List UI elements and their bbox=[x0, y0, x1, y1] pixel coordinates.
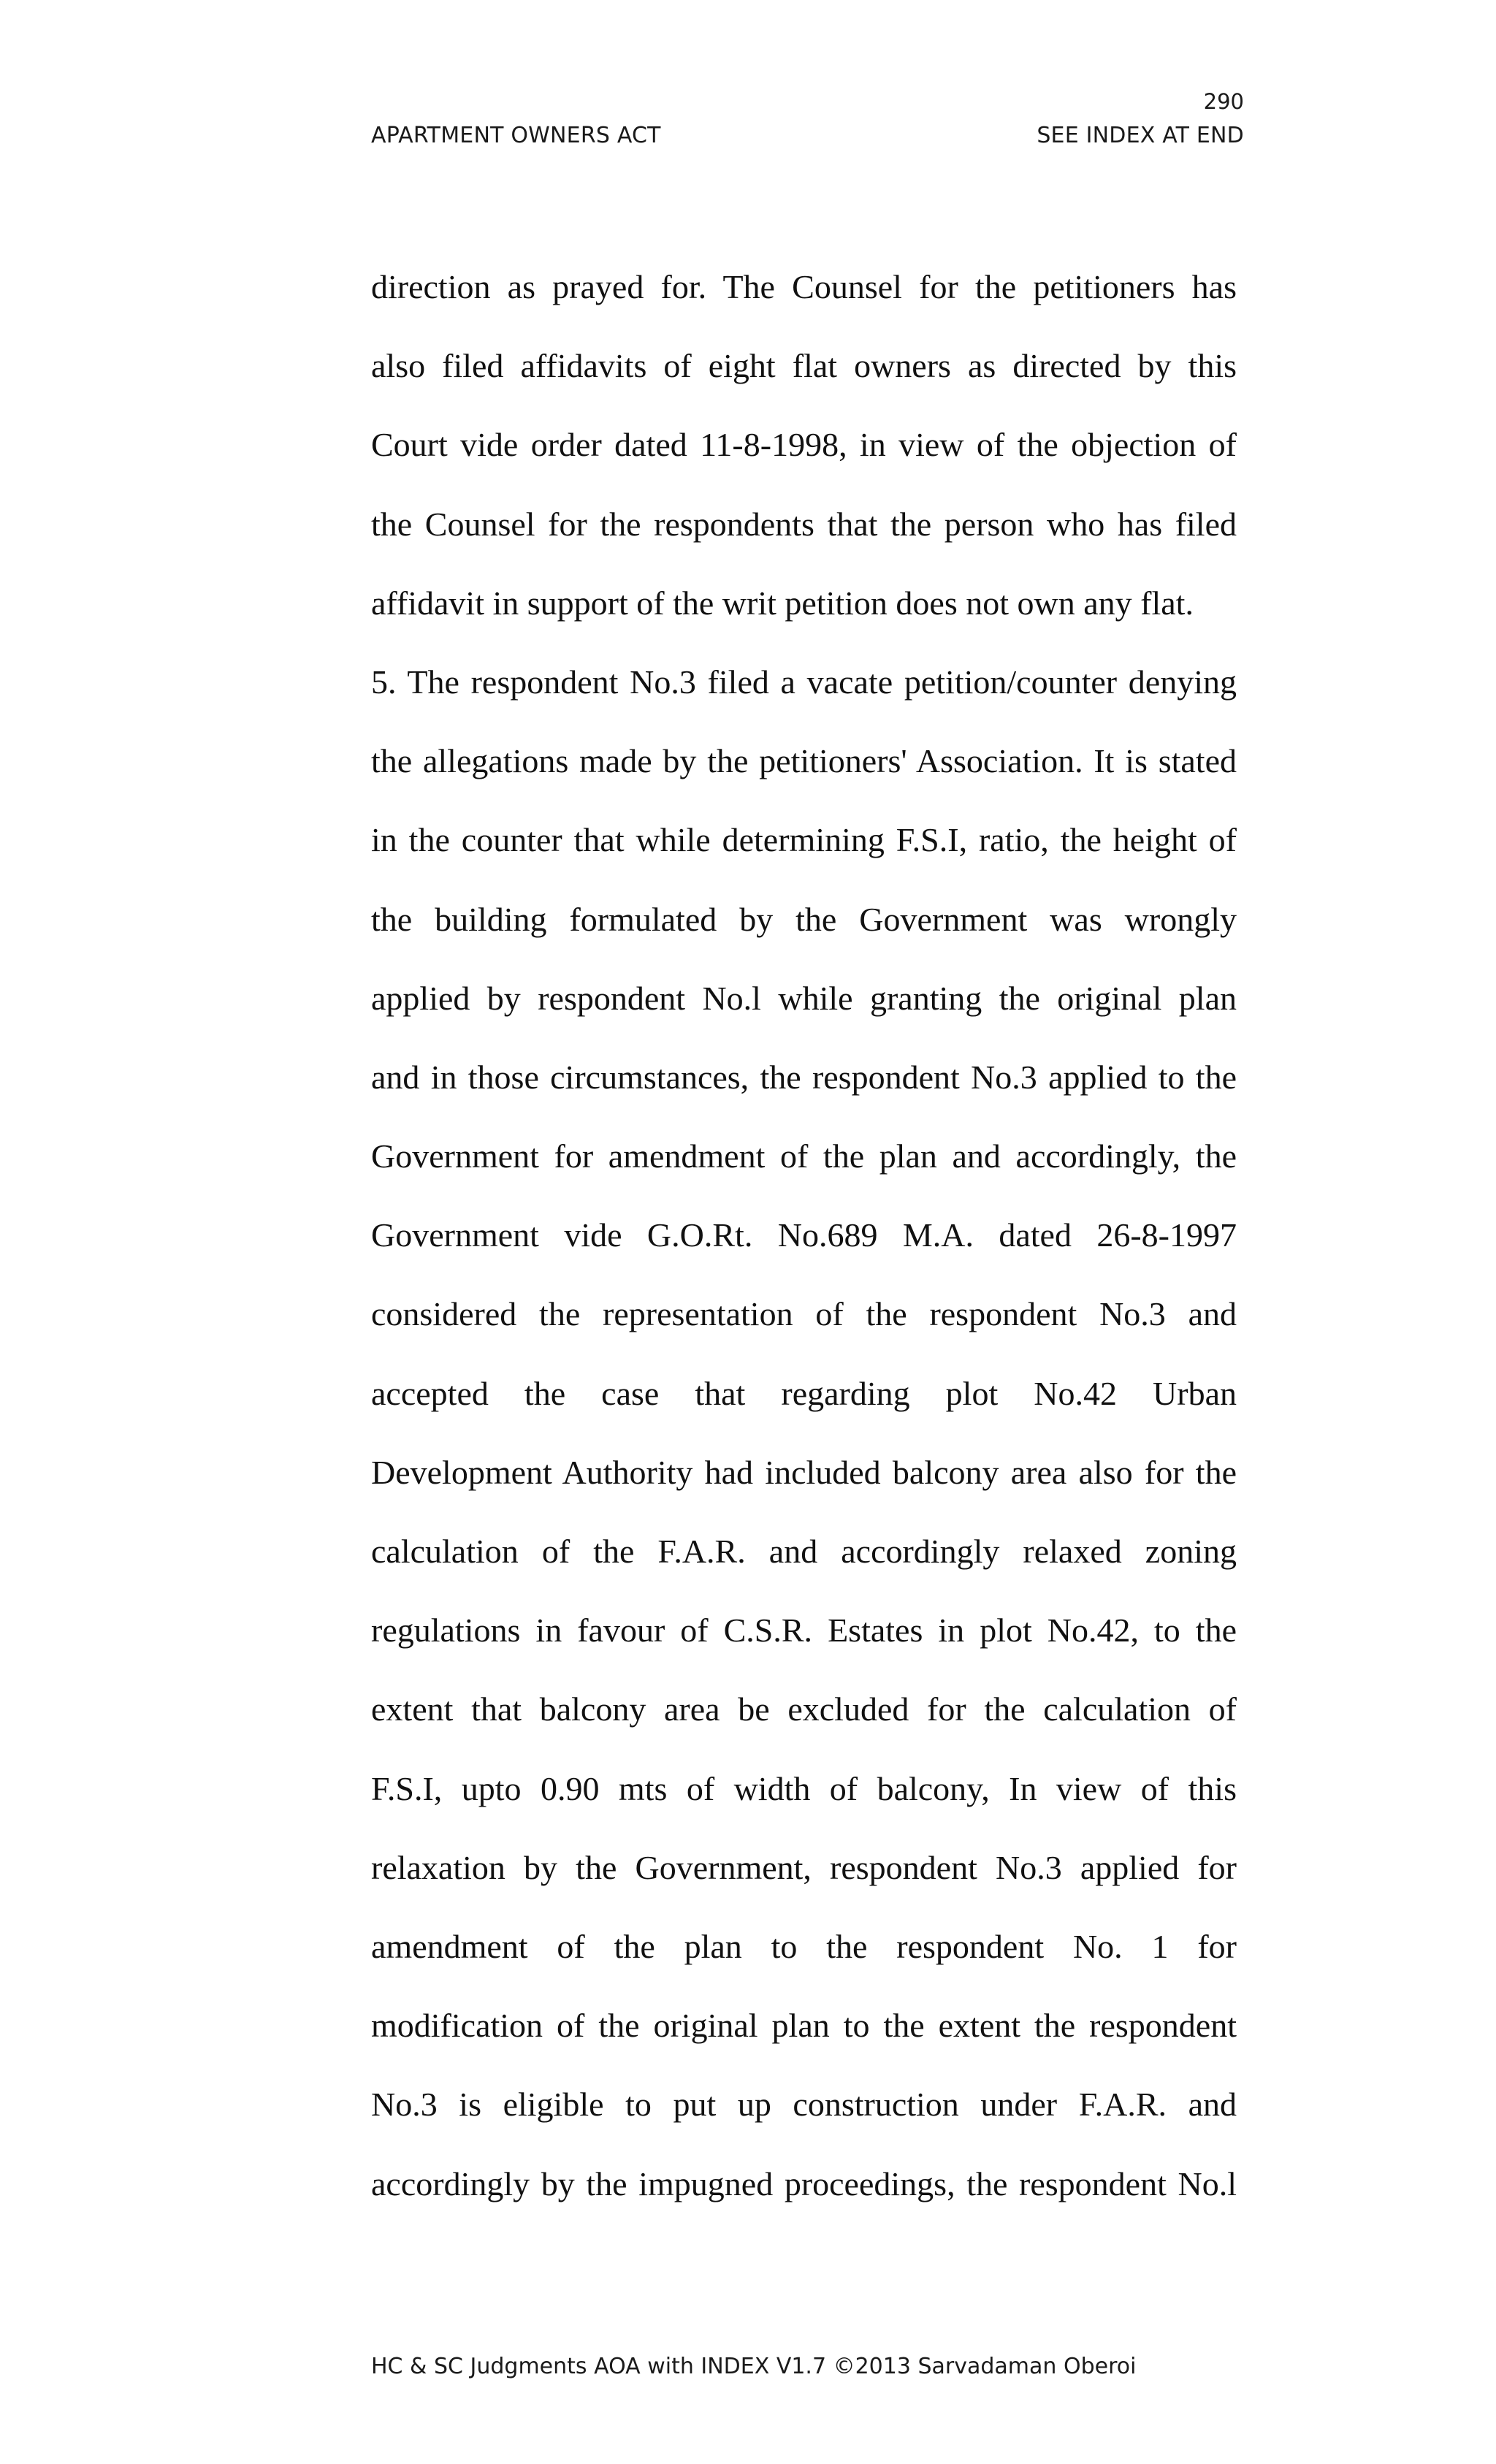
page-number: 290 bbox=[1203, 89, 1244, 114]
text-line: in the counter that while determining F.S.I, ratio, the height of bbox=[371, 821, 1237, 859]
text-line: the building formulated by the Government was wrongly bbox=[371, 900, 1237, 938]
text-line: applied by respondent No.l while granting the original plan bbox=[371, 979, 1237, 1017]
text-line: Government vide G.O.Rt. No.689 M.A. dated 26-8-1997 bbox=[371, 1216, 1237, 1254]
text-line: also filed affidavits of eight flat owners as directed by this bbox=[371, 347, 1237, 385]
text-line: regulations in favour of C.S.R. Estates in plot No.42, to the bbox=[371, 1611, 1237, 1649]
running-header-title: APARTMENT OWNERS ACT bbox=[371, 123, 661, 148]
footer-copyright: HC & SC Judgments AOA with INDEX V1.7 ©2013 Sarvadaman Oberoi bbox=[371, 2354, 1137, 2379]
text-line: relaxation by the Government, respondent No.3 applied for bbox=[371, 1848, 1237, 1886]
text-line: No.3 is eligible to put up construction under F.A.R. and bbox=[371, 2086, 1237, 2124]
text-line: and in those circumstances, the respondent No.3 applied to the bbox=[371, 1058, 1237, 1096]
text-line: extent that balcony area be excluded for the calculation of bbox=[371, 1690, 1237, 1728]
text-line: the allegations made by the petitioners' Association. It is stated bbox=[371, 742, 1237, 780]
text-line: affidavit in support of the writ petition does not own any flat. bbox=[371, 584, 1194, 622]
text-line: accepted the case that regarding plot No.42 Urban bbox=[371, 1374, 1237, 1412]
text-line: amendment of the plan to the respondent No. 1 for bbox=[371, 1927, 1237, 1965]
text-line: Court vide order dated 11-8-1998, in view of the objection of bbox=[371, 426, 1237, 464]
body-text bbox=[371, 259, 1237, 2235]
text-line: 5. The respondent No.3 filed a vacate petition/counter denying bbox=[371, 663, 1237, 701]
text-line: accordingly by the impugned proceedings, the respondent No.l bbox=[371, 2164, 1237, 2202]
text-line: direction as prayed for. The Counsel for the petitioners has bbox=[371, 268, 1237, 305]
text-line: Government for amendment of the plan and accordingly, the bbox=[371, 1137, 1237, 1175]
text-line: F.S.I, upto 0.90 mts of width of balcony, In view of this bbox=[371, 1769, 1237, 1807]
text-line: the Counsel for the respondents that the person who has filed bbox=[371, 505, 1237, 543]
text-line: calculation of the F.A.R. and accordingly relaxed zoning bbox=[371, 1533, 1237, 1570]
text-line: Development Authority had included balcony area also for the bbox=[371, 1453, 1237, 1491]
text-line: modification of the original plan to the extent the respondent bbox=[371, 2007, 1237, 2045]
running-header-index-note: SEE INDEX AT END bbox=[1037, 123, 1244, 148]
text-line: considered the representation of the respondent No.3 and bbox=[371, 1295, 1237, 1333]
